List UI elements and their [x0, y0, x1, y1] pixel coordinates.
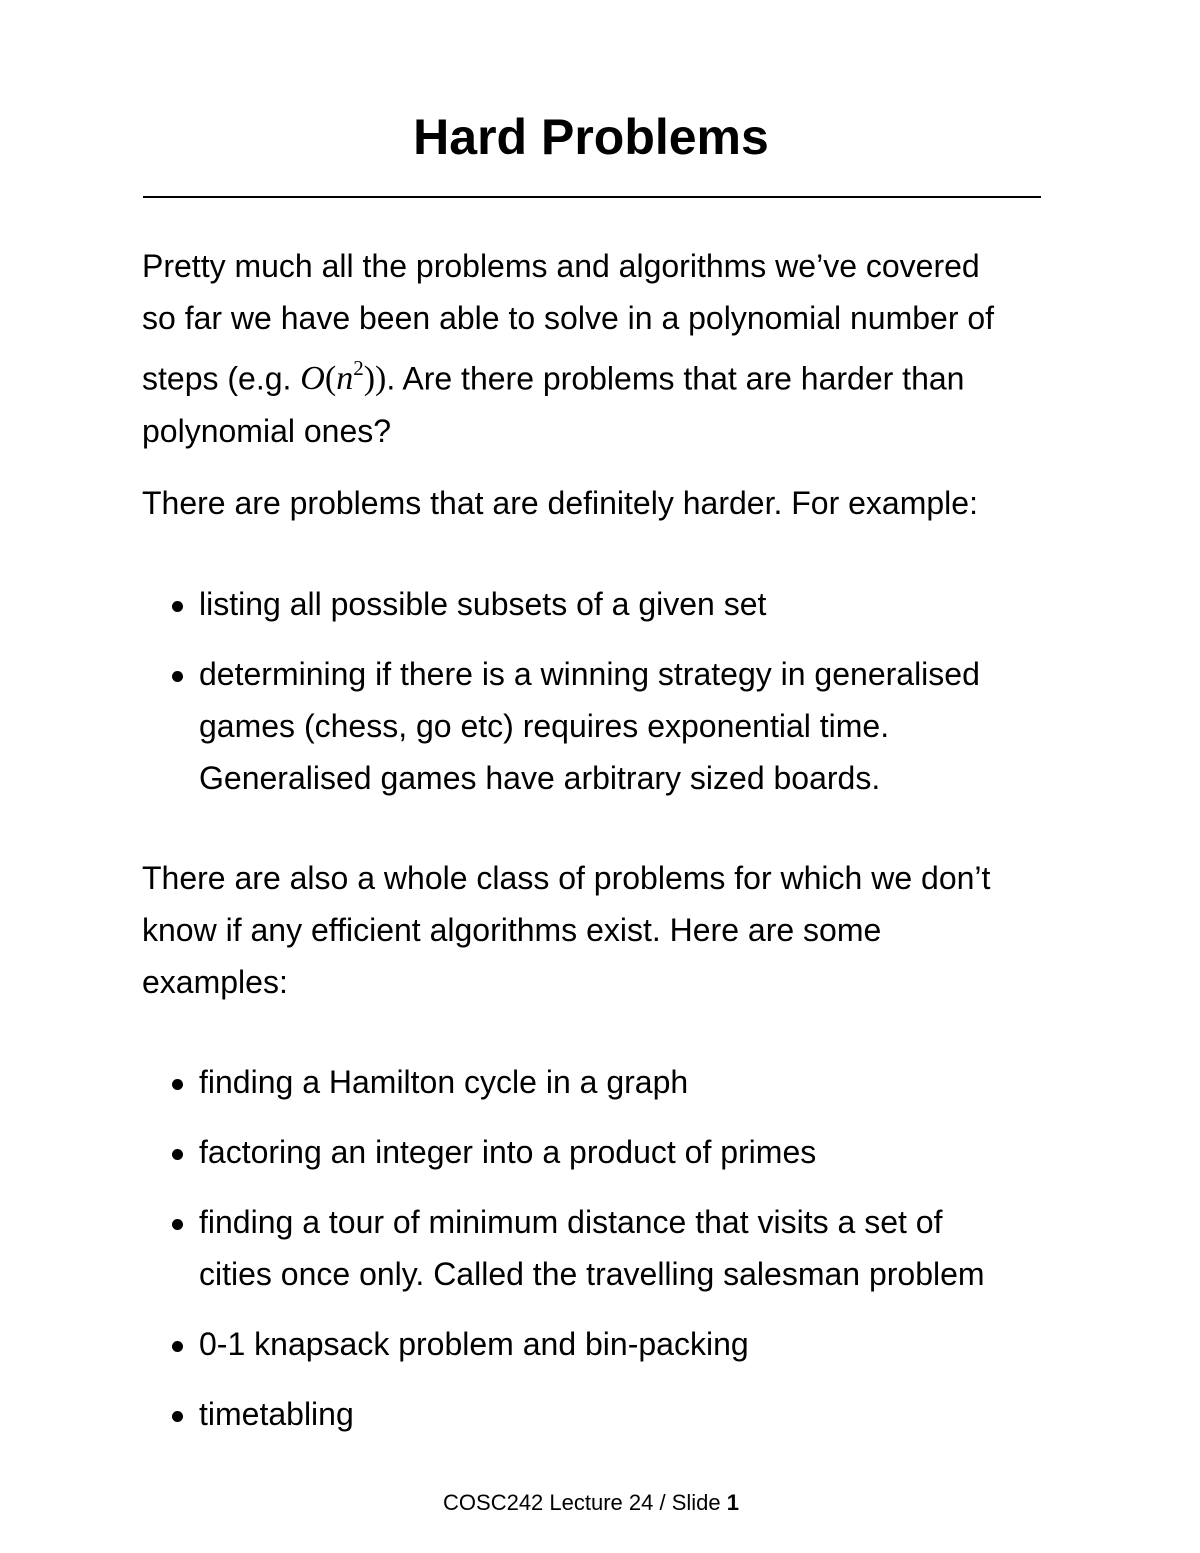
slide-number: 1: [726, 1490, 739, 1515]
definitely-harder-paragraph: There are problems that are definitely harder. For example:: [142, 485, 978, 521]
unknown-line: examples:: [142, 964, 288, 1000]
title-divider: [143, 196, 1041, 198]
list-item: [142, 1388, 1062, 1440]
bullet-icon: [172, 1149, 183, 1160]
bullet-icon: [172, 671, 183, 682]
list-item: [142, 1126, 1062, 1178]
intro-text: . Are there problems that are harder than: [386, 360, 965, 397]
unknown-line: know if any efficient algorithms exist. Here are some: [142, 912, 882, 948]
bullet-icon: [172, 1411, 183, 1422]
intro-text: steps (e.g.: [142, 360, 301, 397]
list-item: [142, 578, 1062, 630]
list-item-line: factoring an integer into a product of primes: [199, 1134, 817, 1170]
bullet-icon: [172, 1079, 183, 1090]
intro-line: polynomial ones?: [142, 413, 392, 450]
list-item: [142, 1318, 1062, 1370]
list-item-line: 0-1 knapsack problem and bin-packing: [199, 1326, 749, 1362]
bullet-icon: [172, 1341, 183, 1352]
list-item: [142, 648, 1062, 804]
list-item-line: determining if there is a winning strategy in generalised: [199, 656, 980, 692]
list-item-line: Generalised games have arbitrary sized boards.: [199, 760, 881, 796]
bullet-icon: [172, 601, 183, 612]
list-item-line: timetabling: [199, 1396, 354, 1432]
list-item-line: listing all possible subsets of a given set: [199, 586, 767, 622]
unknown-paragraph: [142, 852, 1052, 1008]
slide-footer: COSC242 Lecture 24 / Slide 1: [443, 1490, 739, 1515]
list-item-line: finding a tour of minimum distance that visits a set of: [199, 1204, 943, 1240]
intro-line: Pretty much all the problems and algorithms we’ve covered: [142, 248, 980, 284]
list-item-line: finding a Hamilton cycle in a graph: [199, 1064, 689, 1100]
unknown-examples-list: [142, 1056, 1062, 1440]
big-o-expression: $O(n^2)$): [300, 356, 387, 398]
list-item: [142, 1196, 1062, 1300]
bullet-icon: [172, 1219, 183, 1230]
intro-line: so far we have been able to solve in a polynomial number of: [142, 300, 995, 336]
intro-line: [142, 344, 1052, 405]
unknown-line: There are also a whole class of problems for which we don’t: [142, 860, 991, 896]
intro-paragraph: [142, 240, 1052, 457]
list-item-line: games (chess, go etc) requires exponential time.: [199, 708, 890, 744]
list-item-line: cities once only. Called the travelling salesman problem: [199, 1256, 985, 1292]
harder-examples-list: [142, 578, 1062, 804]
list-item: [142, 1056, 1062, 1108]
slide-title: Hard Problems: [413, 109, 769, 165]
